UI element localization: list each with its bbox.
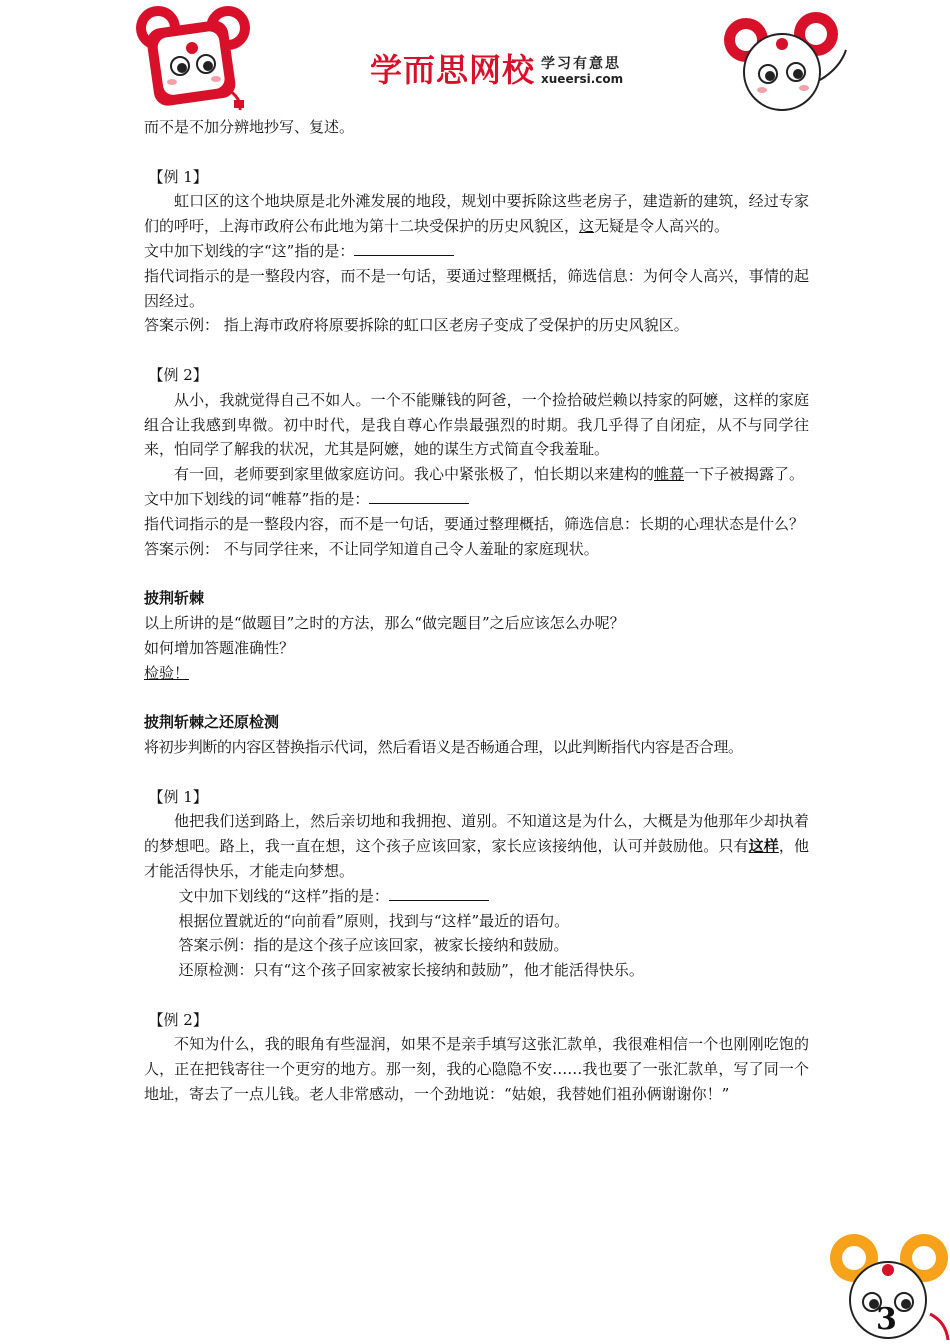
brand-name: 学而思网校 <box>370 51 536 89</box>
example-2b-passage: 不知为什么，我的眼角有些湿润，如果不是亲手填写这张汇款单，我很难相信一个也刚刚吃饱的人，正在把钱寄往一个更穷的地方。那一刻，我的心隐隐不安……我也要了一张汇款单，写了同一个地址，寄去了一点儿钱。老人非常感动，一个劲地说：“姑娘，我替她们祖孙俩谢谢你！” <box>144 1035 809 1104</box>
example-2a-text-before: 有一回，老师要到家里做家庭访问。我心中紧张极了，怕长期以来建构的 <box>174 465 655 484</box>
example-1b-question-text: 文中加下划线的“这样”指的是： <box>178 886 389 905</box>
answer-blank <box>354 241 454 256</box>
example-1a-explain: 指代词指示的是一整段内容，而不是一句话，要通过整理概括，筛选信息：为何令人高兴，事情的起因经过。 <box>144 266 809 310</box>
example-2b-label: 【例 2】 <box>148 1010 208 1029</box>
page-footer <box>826 1228 950 1344</box>
section-1-title: 披荆斩棘 <box>144 589 205 608</box>
example-1b-passage <box>144 809 809 883</box>
example-1a-passage <box>144 189 809 239</box>
mascot-left-icon <box>132 2 262 114</box>
example-1b-text-before: 他把我们送到路上，然后亲切地和我拥抱、道别。不知道这是为什么，大概是为他那年少却执着的梦想吧。路上，我一直在想，这个孩子应该回家，家长应该接纳他，认可并鼓励他。只有 <box>144 812 809 856</box>
brand-url: xueersi.com <box>541 72 624 86</box>
answer-blank <box>389 886 489 901</box>
page-header <box>0 0 950 120</box>
example-2a-para1: 从小，我就觉得自己不如人。一个不能赚钱的阿爸，一个捡拾破烂赖以持家的阿嬷，这样的家庭组合让我感到卑微。初中时代，是我自尊心作祟最强烈的时期。我几乎得了自闭症，从不与同学往来，怕同学了解我的状况，尤其是阿嬷，她的谋生方式简直令我羞耻。 <box>144 390 809 459</box>
mascot-right-icon <box>716 10 856 120</box>
example-2a-text-after: 一下子被揭露了。 <box>684 465 805 484</box>
example-1a-text-after: 无疑是令人高兴的。 <box>594 217 730 236</box>
example-1b-check: 还原检测：只有“这个孩子回家被家长接纳和鼓励”，他才能活得快乐。 <box>178 961 644 980</box>
example-1b-principle: 根据位置就近的“向前看”原则，找到与“这样”最近的语句。 <box>178 911 570 930</box>
brand-logo <box>370 52 623 88</box>
section-1-line-1: 以上所讲的是“做题目”之时的方法，那么“做完题目”之后应该怎么办呢？ <box>144 613 625 632</box>
example-1a-question-text: 文中加下划线的字“这”指的是： <box>144 241 355 260</box>
example-1b-question <box>144 884 809 909</box>
example-2a-explain: 指代词指示的是一整段内容，而不是一句话，要通过整理概括，筛选信息：长期的心理状态是什么？ <box>144 514 805 533</box>
section-1-line-2: 如何增加答题准确性？ <box>144 638 295 657</box>
answer-blank <box>369 489 469 504</box>
section-2-line-1: 将初步判断的内容区替换指示代词，然后看语义是否畅通合理，以此判断指代内容是否合理。 <box>144 737 743 756</box>
example-1b-text-after: ，他才能活得快乐，才能走向梦想。 <box>144 837 809 880</box>
example-1b-underlined: 这样 <box>748 837 779 856</box>
example-1a-label: 【例 1】 <box>148 167 208 186</box>
example-1a-text-before: 虹口区的这个地块原是北外滩发展的地段，规划中要拆除这些老房子，建造新的建筑，经过专家们的呼吁，上海市政府公布此地为第十二块受保护的历史风貌区， <box>144 192 809 236</box>
example-2a-para2 <box>144 462 809 487</box>
section-2-title: 披荆斩棘之还原检测 <box>144 713 280 732</box>
example-1a-underlined: 这 <box>579 217 595 236</box>
example-1a-answer: 答案示例： 指上海市政府将原要拆除的虹口区老房子变成了受保护的历史风貌区。 <box>144 316 689 335</box>
example-1b-label: 【例 1】 <box>148 787 208 806</box>
example-2a-question <box>144 487 809 512</box>
page-number: 3 <box>876 1302 897 1337</box>
section-1-line-3: 检验！ <box>144 663 190 682</box>
document-body <box>144 115 809 1107</box>
example-1b-answer: 答案示例：指的是这个孩子应该回家，被家长接纳和鼓励。 <box>178 936 569 955</box>
example-2a-label: 【例 2】 <box>148 365 208 384</box>
example-2a-underlined: 帷幕 <box>654 465 685 484</box>
example-1a-question <box>144 239 809 264</box>
example-2a-answer: 答案示例： 不与同学往来，不让同学知道自己令人羞耻的家庭现状。 <box>144 539 599 558</box>
lead-line: 而不是不加分辨地抄写、复述。 <box>144 118 355 136</box>
brand-slogan: 学习有意思 <box>541 56 622 72</box>
example-2a-question-text: 文中加下划线的词“帷幕”指的是： <box>144 489 370 508</box>
